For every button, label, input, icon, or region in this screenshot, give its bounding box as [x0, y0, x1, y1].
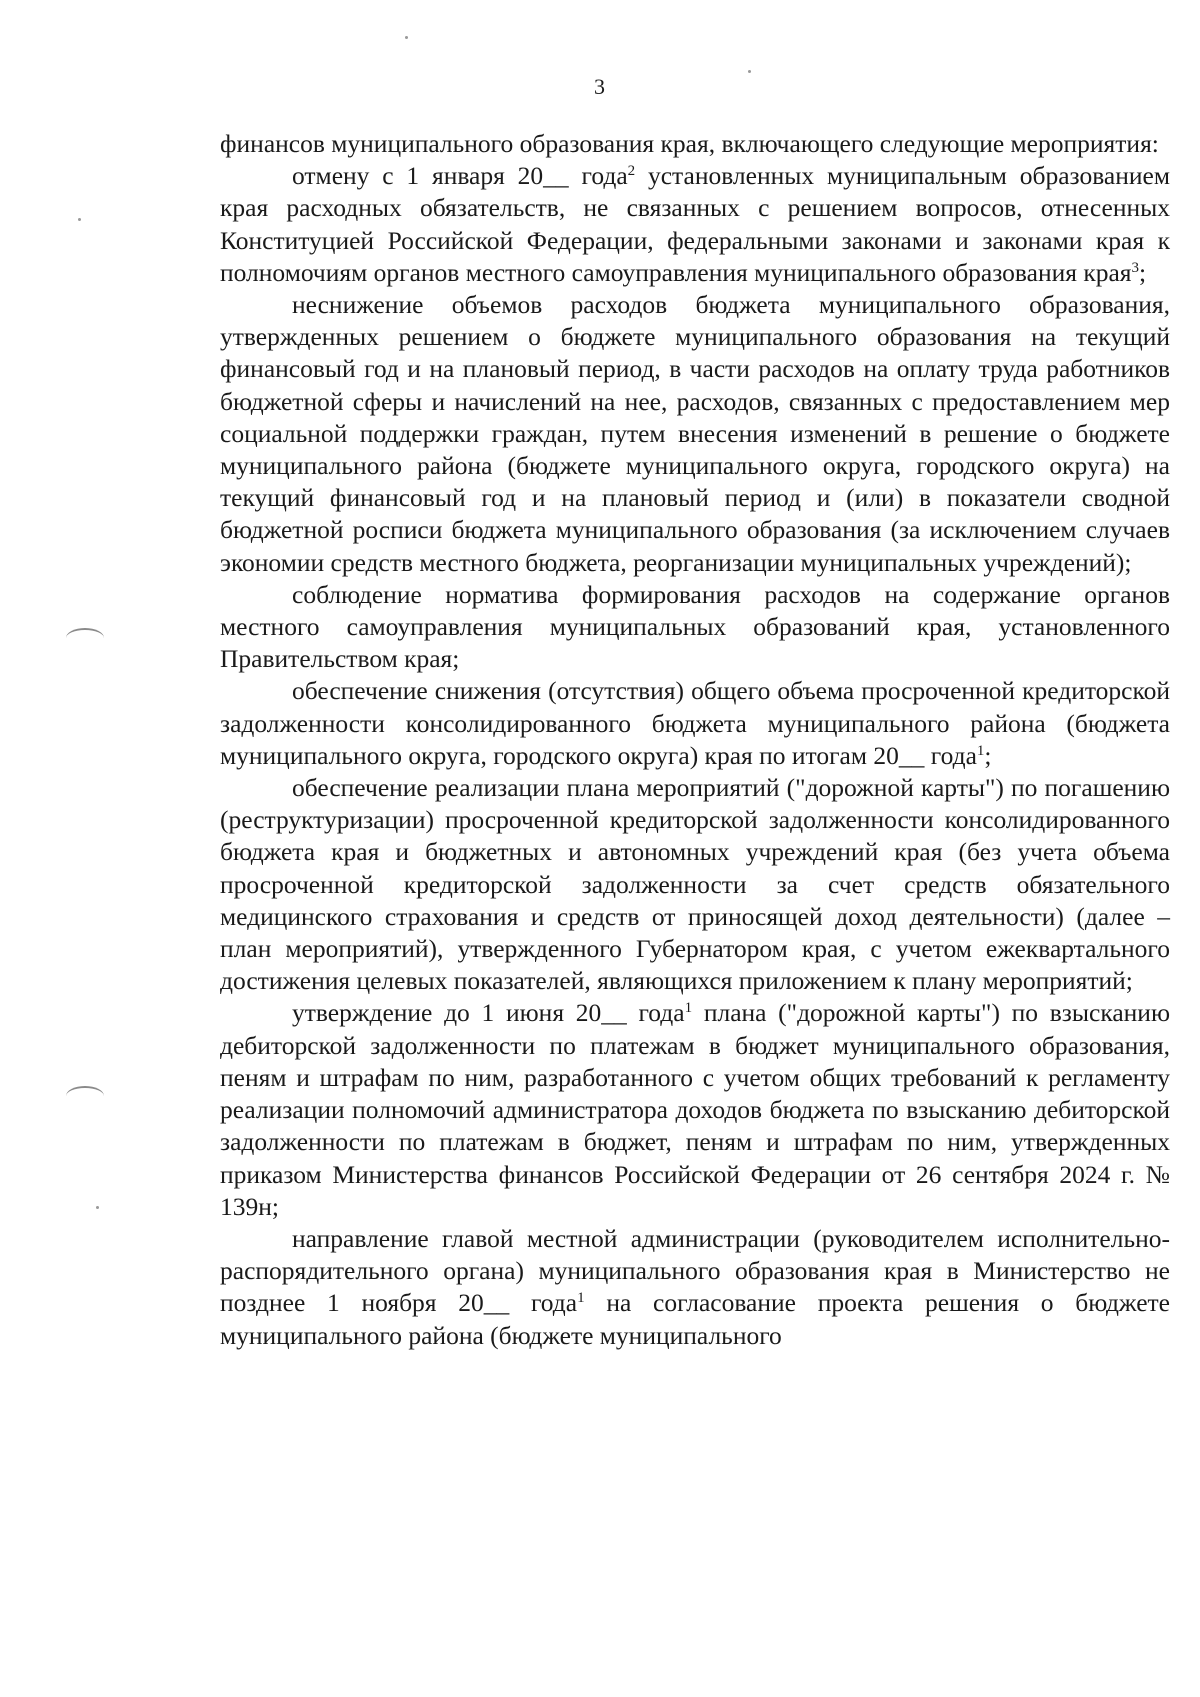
paragraph-item: обеспечение реализации плана мероприятий ("дорожной карты") по погашению (реструктуризации) просроченной кредиторской задолженности консолидированного бюджета края и бюджетных и автономных учреждений края (без учета объема просроченной кредиторской задолженности за счет средств обязательного медицинского страхования и средств от приносящей доход деятельности) (далее – план мероприятий), утвержденного Губернатором края, с учетом ежеквартального достижения целевых показателей, являющихся приложением к плану мероприятий; — [220, 773, 1170, 996]
footnote-ref: 3 — [1131, 259, 1140, 276]
paragraph-item: неснижение объемов расходов бюджета муниципального образования, утвержденных решением о бюджете муниципального образования на текущий финансовый год и на плановый период, в части расходов на оплату труда работников бюджетной сферы и начислений на нее, расходов, связанных с предоставлением мер социальной поддержки граждан, путем внесения изменений в решение о бюджете муниципального района (бюджете муниципального округа, городского округа) на текущий финансовый год и на плановый период и (или) в показатели сводной бюджетной росписи бюджета муниципального образования (за исключением случаев экономии средств местного бюджета, реорганизации муниципальных учреждений); — [220, 290, 1170, 577]
paragraph-intro: финансов муниципального образования края, включающего следующие мероприятия: — [220, 129, 1159, 158]
scan-mark-upper — [66, 628, 104, 648]
paragraph-item: направление главой местной администрации (руководителем исполнительно-распорядительного органа) муниципального образования края в Министерство не позднее 1 ноября 20__ года$^1$ на согласование проекта решения о бюджете муниципального района (бюджете муниципального — [220, 1223, 1170, 1350]
paragraph-item: соблюдение норматива формирования расходов на содержание органов местного самоуправления муниципальных образований края, установленного Правительством края; — [220, 579, 1170, 674]
scan-dot — [96, 1206, 99, 1209]
scan-mark-lower — [66, 1086, 104, 1106]
paragraph-item: отмену с 1 января 20__ года$^2$ установленных муниципальным образованием края расходных обязательств, не связанных с решением вопросов, отнесенных Конституцией Российской Федерации, федеральными законами и законами края к полномочиям органов местного самоуправления муниципального образования края$^3$; — [220, 161, 1170, 287]
footnote-ref: 2 — [627, 163, 636, 180]
scan-dot — [78, 218, 81, 221]
footnote-ref: 1 — [976, 742, 985, 759]
paragraph-item: обеспечение снижения (отсутствия) общего объема просроченной кредиторской задолженности консолидированного бюджета муниципального района (бюджета муниципального округа, городского округа) края по итогам 20__ года$^1$; — [220, 676, 1170, 770]
document-body — [220, 128, 1170, 1352]
scan-dot — [405, 36, 408, 39]
page-number: 3 — [594, 74, 606, 99]
footnote-ref: 1 — [684, 1000, 693, 1017]
paragraph-item: утверждение до 1 июня 20__ года$^1$ плана ("дорожной карты") по взысканию дебиторской задолженности по платежам в бюджет муниципального образования, пеням и штрафам по ним, разработанного с учетом общих требований к регламенту реализации полномочий администратора доходов бюджета по взысканию дебиторской задолженности по платежам в бюджет, пеням и штрафам по ним, утвержденных приказом Министерства финансов Российской Федерации от 26 сентября 2024 г. № 139н; — [220, 998, 1170, 1221]
scan-dot — [748, 70, 751, 73]
footnote-ref: 1 — [577, 1290, 585, 1307]
